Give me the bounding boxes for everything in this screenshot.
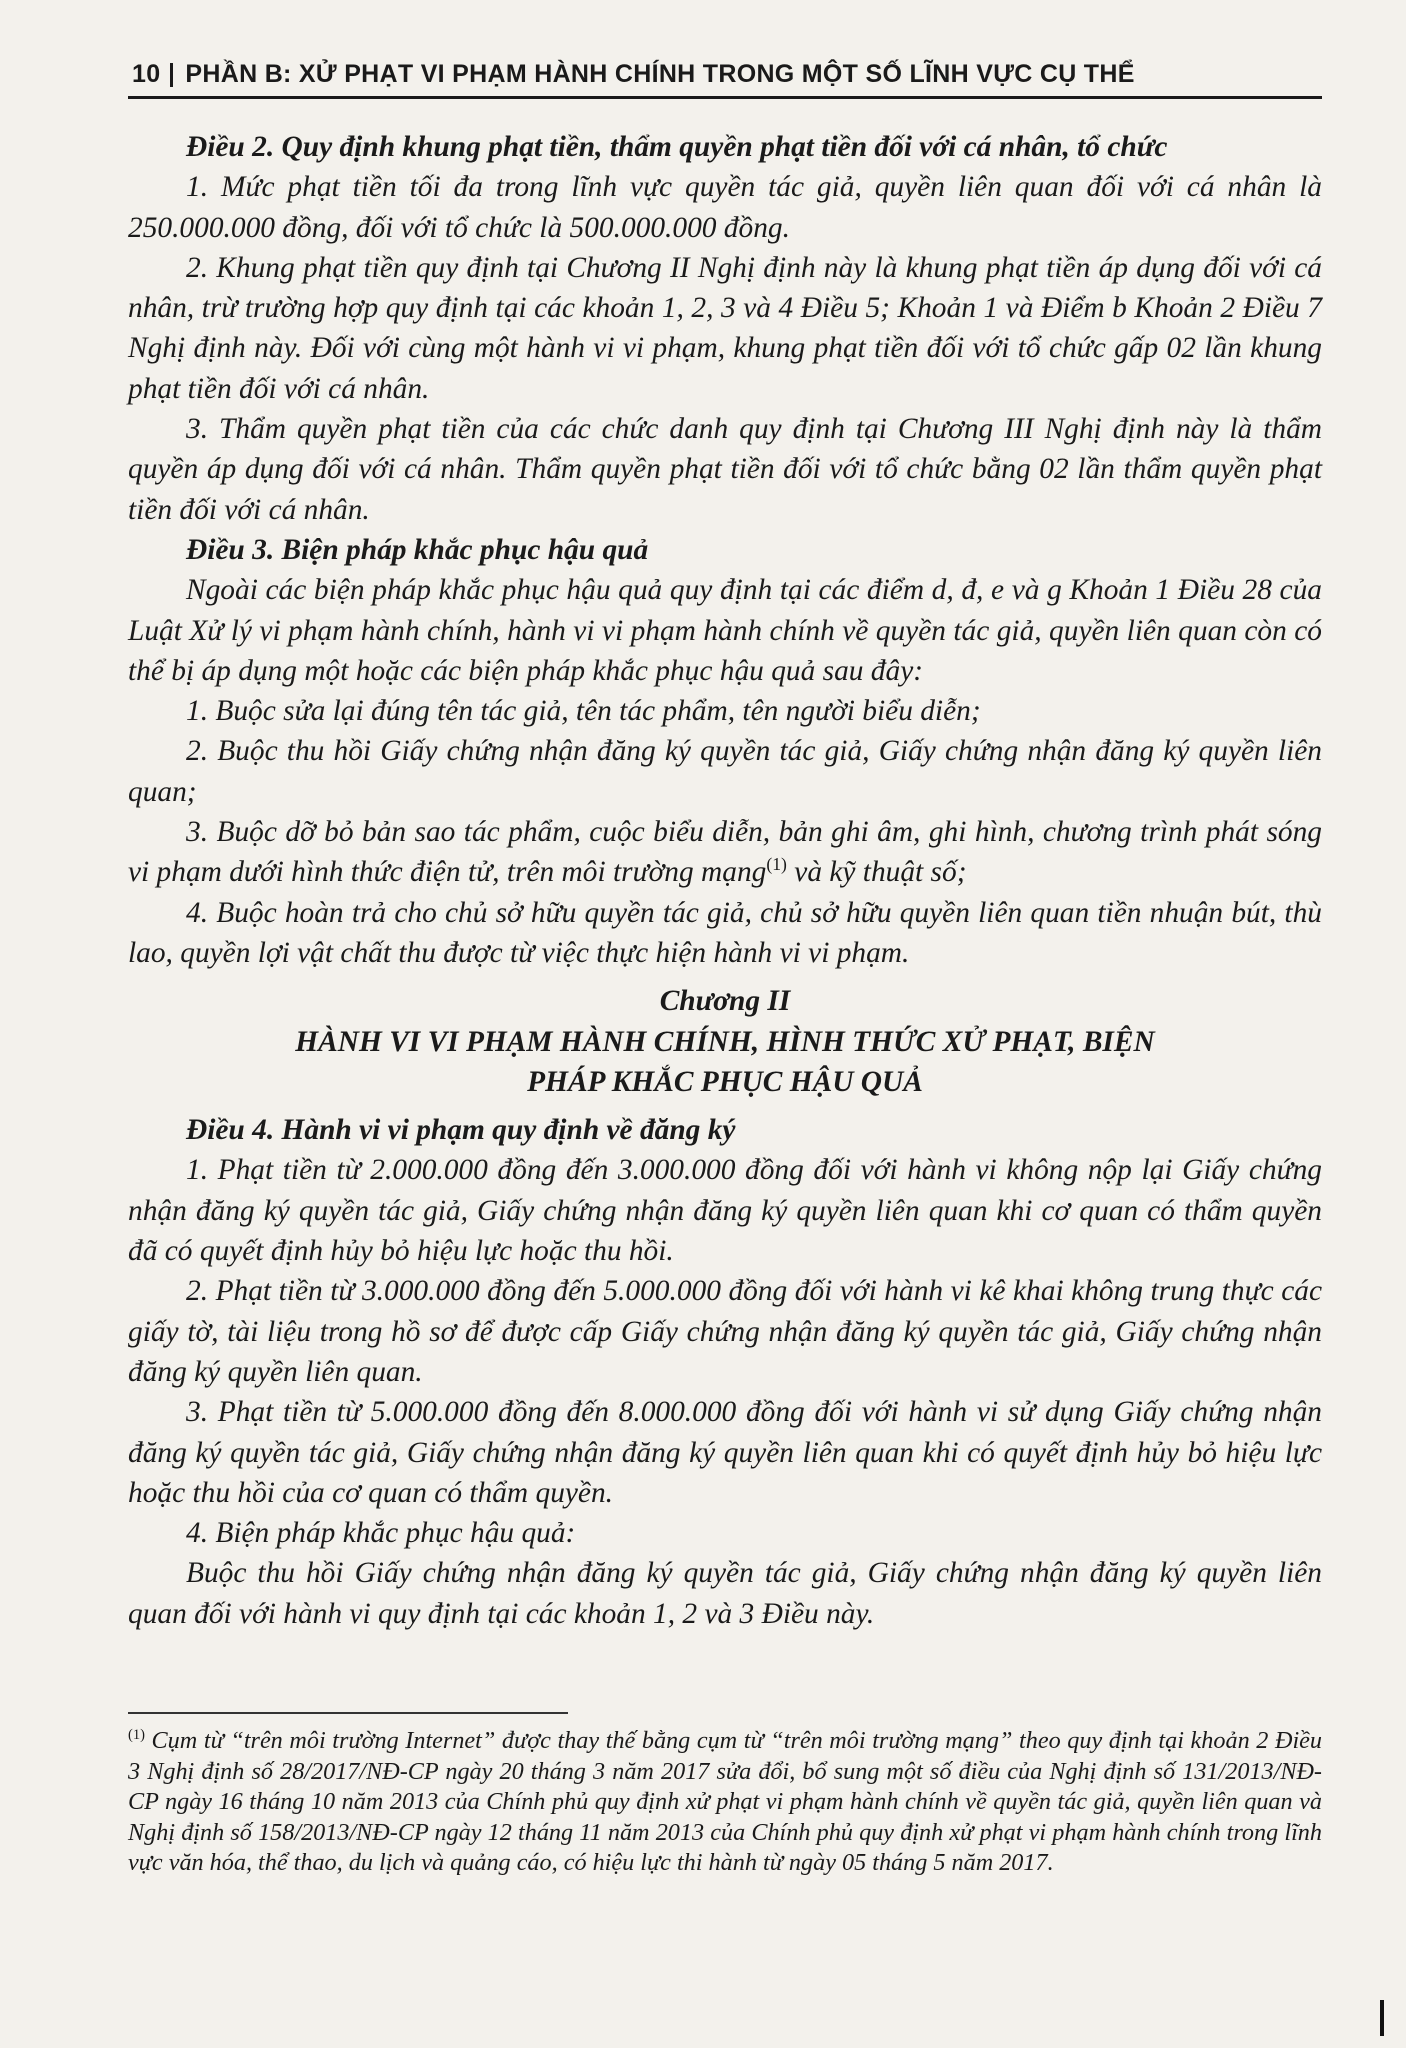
article-4-remedy: Buộc thu hồi Giấy chứng nhận đăng ký quyền tác giả, Giấy chứng nhận đăng ký quyền liên quan đối với hành vi quy định tại các khoản 1, 2 và 3 Điều này.: [128, 1557, 1322, 1630]
page-edge-mark: [1380, 2000, 1384, 2036]
article-4-title: Điều 4. Hành vi vi phạm quy định về đăng ký: [186, 1114, 736, 1147]
header-separator: [170, 63, 173, 87]
article-3-clause-1: 1. Buộc sửa lại đúng tên tác giả, tên tác phẩm, tên người biểu diễn;: [186, 695, 981, 728]
footnote-text: Cụm từ “trên môi trường Internet” được thay thế bằng cụm từ “trên môi trường mạng” theo quy định tại khoản 2 Điều 3 Nghị định số 28/2017/NĐ-CP ngày 20 tháng 3 năm 2017 sửa đổi, bổ sung một số điều của Nghị định số 131/2013/NĐ-CP ngày 16 tháng 10 năm 2013 của Chính phủ quy định xử phạt vi phạm hành chính về quyền tác giả, quyền liên quan và Nghị định số 158/2013/NĐ-CP ngày 12 tháng 11 năm 2013 của Chính phủ quy định xử phạt vi phạm hành chính trong lĩnh vực văn hóa, thể thao, du lịch và quảng cáo, có hiệu lực thi hành từ ngày 05 tháng 5 năm 2017.: [128, 1727, 1322, 1876]
section-title: PHẦN B: XỬ PHẠT VI PHẠM HÀNH CHÍNH TRONG MỘT SỐ LĨNH VỰC CỤ THỂ: [185, 60, 1135, 88]
article-4-clause-3: 3. Phạt tiền từ 5.000.000 đồng đến 8.000.000 đồng đối với hành vi sử dụng Giấy chứng nhận đăng ký quyền tác giả, Giấy chứng nhận đăng ký quyền liên quan khi có quyết định hủy bỏ hiệu lực hoặc thu hồi của cơ quan có thẩm quyền.: [128, 1396, 1322, 1509]
article-4-clause-2: 2. Phạt tiền từ 3.000.000 đồng đến 5.000.000 đồng đối với hành vi kê khai không trung thực các giấy tờ, tài liệu trong hồ sơ để được cấp Giấy chứng nhận đăng ký quyền tác giả, Giấy chứng nhận đăng ký quyền liên quan.: [128, 1275, 1322, 1388]
chapter-heading: [128, 981, 1322, 1102]
article-3-intro: Ngoài các biện pháp khắc phục hậu quả quy định tại các điểm d, đ, e và g Khoản 1 Điều 28 của Luật Xử lý vi phạm hành chính, hành vi vi phạm hành chính về quyền tác giả, quyền liên quan còn có thể bị áp dụng một hoặc các biện pháp khắc phục hậu quả sau đây:: [128, 574, 1322, 687]
article-3-clause-3-text: 3. Buộc dỡ bỏ bản sao tác phẩm, cuộc biểu diễn, bản ghi âm, ghi hình, chương trình phát sóng vi phạm dưới hình thức điện tử, trên môi trường mạng: [128, 816, 1322, 889]
running-header: [128, 60, 1322, 99]
article-2-title: Điều 2. Quy định khung phạt tiền, thẩm quyền phạt tiền đối với cá nhân, tổ chức: [186, 131, 1168, 163]
article-2-clause-3: 3. Thẩm quyền phạt tiền của các chức danh quy định tại Chương III Nghị định này là thẩm quyền áp dụng đối với cá nhân. Thẩm quyền phạt tiền đối với tổ chức bằng 02 lần thẩm quyền phạt tiền đối với cá nhân.: [128, 413, 1322, 526]
article-4-clause-4: 4. Biện pháp khắc phục hậu quả:: [186, 1517, 576, 1550]
footnote: [128, 1726, 1322, 1879]
body-text: [128, 127, 1322, 1634]
article-3-clause-2: 2. Buộc thu hồi Giấy chứng nhận đăng ký quyền tác giả, Giấy chứng nhận đăng ký quyền liên quan;: [128, 735, 1322, 808]
chapter-title: HÀNH VI VI PHẠM HÀNH CHÍNH, HÌNH THỨC XỬ PHẠT, BIỆN PHÁP KHẮC PHỤC HẬU QUẢ: [295, 1025, 1155, 1098]
article-3-clause-3-tail: và kỹ thuật số;: [786, 856, 967, 889]
article-3-clause-3: [128, 812, 1322, 893]
page-number: 10: [132, 60, 161, 88]
article-3-title: Điều 3. Biện pháp khắc phục hậu quả: [186, 533, 649, 566]
footnote-reference: (1): [766, 854, 787, 875]
chapter-label: Chương II: [659, 985, 791, 1018]
article-2-clause-1: 1. Mức phạt tiền tối đa trong lĩnh vực quyền tác giả, quyền liên quan đối với cá nhân là 250.000.000 đồng, đối với tổ chức là 500.000.000 đồng.: [128, 171, 1322, 244]
footnote-divider: [128, 1712, 568, 1714]
footnote-marker: (1): [128, 1726, 145, 1743]
article-3-clause-4: 4. Buộc hoàn trả cho chủ sở hữu quyền tác giả, chủ sở hữu quyền liên quan tiền nhuận bút, thù lao, quyền lợi vật chất thu được từ việc thực hiện hành vi vi phạm.: [128, 896, 1322, 969]
article-2-clause-2: 2. Khung phạt tiền quy định tại Chương II Nghị định này là khung phạt tiền áp dụng đối với cá nhân, trừ trường hợp quy định tại các khoản 1, 2, 3 và 4 Điều 5; Khoản 1 và Điểm b Khoản 2 Điều 7 Nghị định này. Đối với cùng một hành vi vi phạm, khung phạt tiền đối với tổ chức gấp 02 lần khung phạt tiền đối với cá nhân.: [128, 251, 1322, 405]
article-4-clause-1: 1. Phạt tiền từ 2.000.000 đồng đến 3.000.000 đồng đối với hành vi không nộp lại Giấy chứng nhận đăng ký quyền tác giả, Giấy chứng nhận đăng ký quyền liên quan khi cơ quan có thẩm quyền đã có quyết định hủy bỏ hiệu lực hoặc thu hồi.: [128, 1154, 1322, 1268]
